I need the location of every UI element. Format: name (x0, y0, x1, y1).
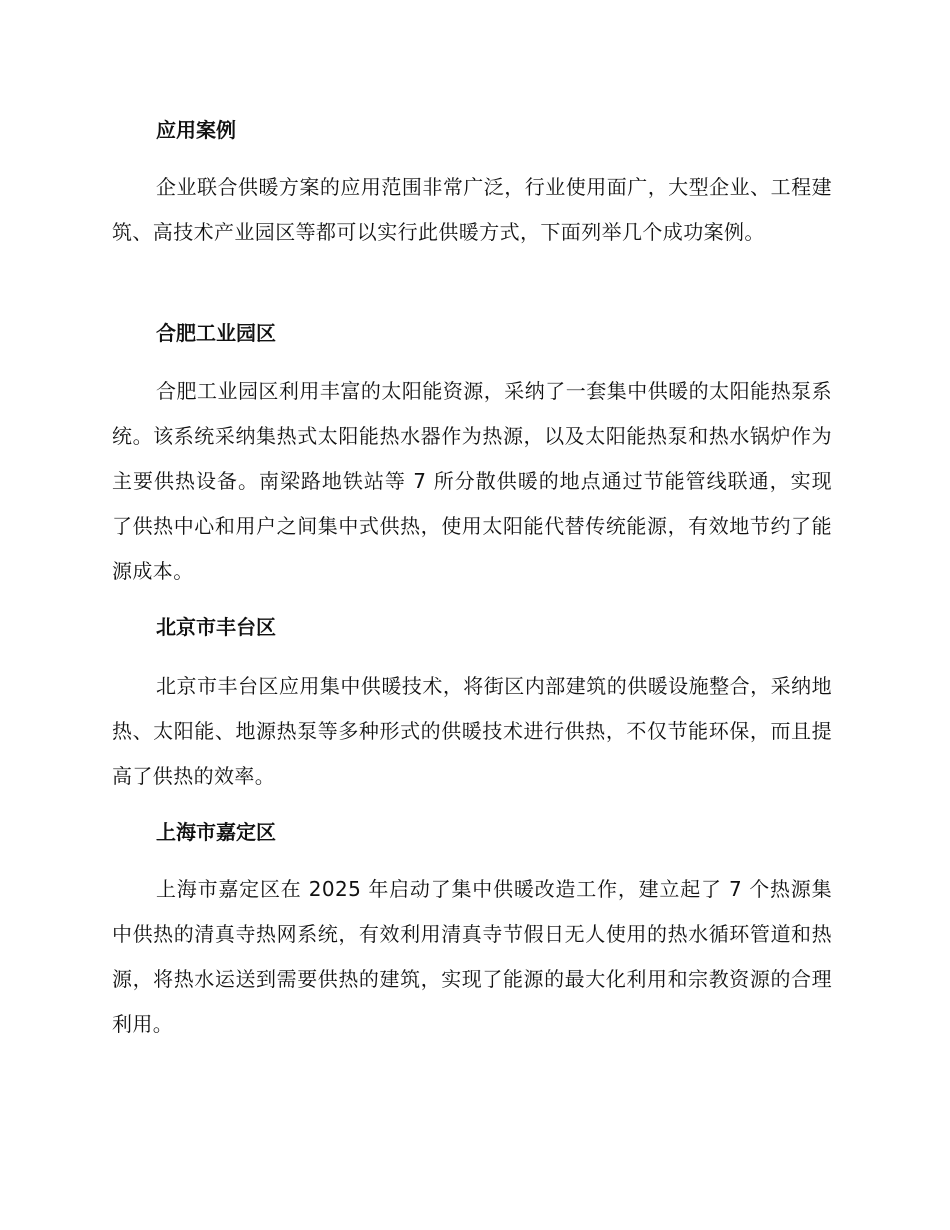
section-heading-hefei: 合肥工业园区 (156, 321, 276, 345)
section-paragraph-jiading: 上海市嘉定区在 2025 年启动了集中供暖改造工作，建立起了 7 个热源集中供热的清真寺热网系统，有效利用清真寺节假日无人使用的热水循环管道和热源，将热水运送到需要供热的建筑，实现了能源的最大化利用和宗教资源的合理利用。 (112, 877, 832, 1036)
section-paragraph-fengtai: 北京市丰台区应用集中供暖技术，将街区内部建筑的供暖设施整合，采纳地热、太阳能、地源热泵等多种形式的供暖技术进行供热，不仅节能环保，而且提高了供热的效率。 (112, 674, 832, 788)
section-paragraph-application-cases: 企业联合供暖方案的应用范围非常广泛，行业使用面广，大型企业、工程建筑、高技术产业园区等都可以实行此供暖方式，下面列举几个成功案例。 (112, 175, 832, 244)
section-heading-application-cases: 应用案例 (156, 118, 236, 142)
section-heading-fengtai: 北京市丰台区 (156, 615, 276, 639)
section-paragraph-hefei: 合肥工业园区利用丰富的太阳能资源，采纳了一套集中供暖的太阳能热泵系统。该系统采纳集热式太阳能热水器作为热源，以及太阳能热泵和热水锅炉作为主要供热设备。南梁路地铁站等 7 所分散供暖的地点通过节能管线联通，实现了供热中心和用户之间集中式供热，使用太阳能代替传统能源，有效地节约了能源成本。 (112, 379, 832, 583)
section-heading-jiading: 上海市嘉定区 (156, 820, 276, 844)
